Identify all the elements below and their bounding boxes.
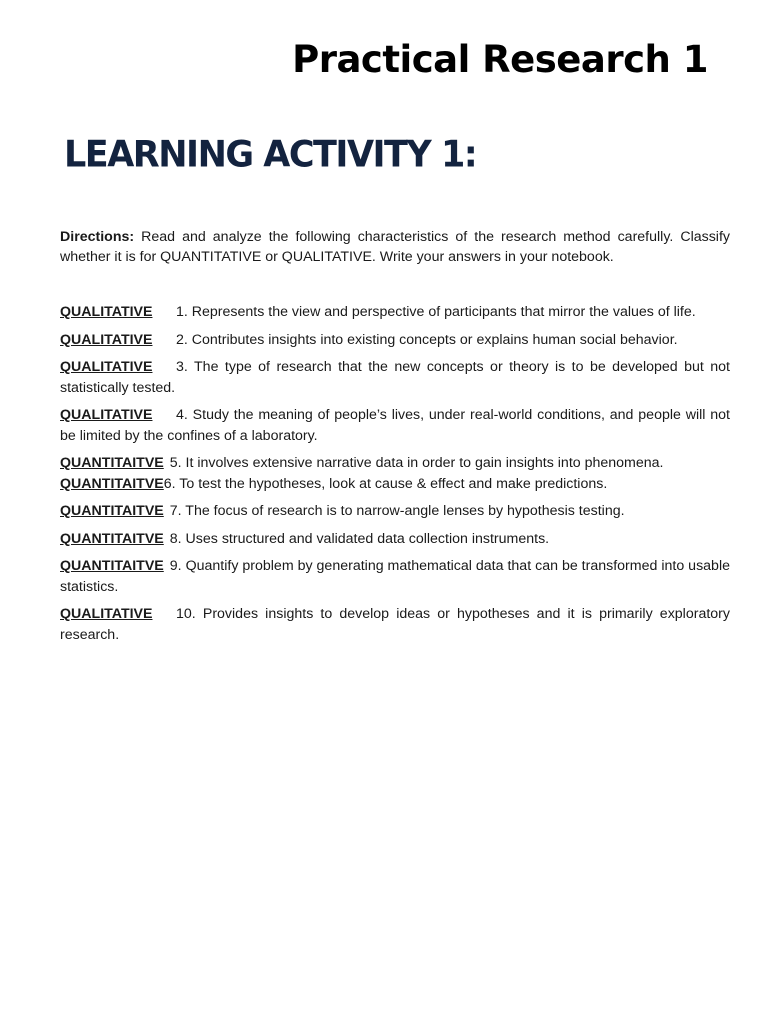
item-text: 7. The focus of research is to narrow-angle lenses by hypothesis testing. bbox=[169, 503, 625, 519]
item-answer: QUANTITAITVE bbox=[60, 475, 164, 492]
item-text: 6. To test the hypotheses, look at cause & effect and make predictions. bbox=[163, 475, 608, 492]
item-answer: QUANTITAITVE bbox=[60, 530, 164, 547]
list-item bbox=[60, 357, 730, 398]
item-text: 1. Represents the view and perspective of participants that mirror the values of life. bbox=[176, 304, 696, 320]
directions-label: Directions: bbox=[60, 229, 135, 245]
item-text: 5. It involves extensive narrative data in order to gain insights into phenomena. bbox=[169, 455, 664, 471]
list-item bbox=[60, 330, 730, 351]
directions-paragraph bbox=[60, 228, 730, 267]
item-text: 4. Study the meaning of people’s lives, under real-world conditions, and people will not be limited by the confines of a laboratory. bbox=[60, 407, 730, 444]
list-item bbox=[60, 501, 730, 522]
item-answer: QUANTITAITVE bbox=[60, 558, 164, 574]
document-header-title: Practical Research 1 bbox=[292, 38, 708, 81]
list-item bbox=[60, 529, 730, 550]
item-answer: QUALITATIVE bbox=[60, 606, 153, 622]
item-text: 10. Provides insights to develop ideas or hypotheses and it is primarily exploratory research. bbox=[60, 606, 730, 643]
list-item bbox=[60, 302, 730, 323]
item-text: 3. The type of research that the new concepts or theory is to be developed but not statistically tested. bbox=[60, 359, 730, 396]
item-answer: QUALITATIVE bbox=[60, 407, 153, 423]
item-answer: QUALITATIVE bbox=[60, 331, 153, 348]
list-item bbox=[60, 556, 730, 597]
item-text: 8. Uses structured and validated data collection instruments. bbox=[169, 530, 550, 547]
activity-items-list bbox=[60, 302, 730, 652]
directions-text: Read and analyze the following characteristics of the research method carefully. Classify whether it is for QUANTITATIVE or QUALITATIVE. Write your answers in your notebook. bbox=[60, 229, 730, 265]
item-text: 9. Quantify problem by generating mathematical data that can be transformed into usable statistics. bbox=[60, 558, 730, 595]
list-item bbox=[60, 604, 730, 645]
list-item bbox=[60, 453, 730, 474]
item-text: 2. Contributes insights into existing concepts or explains human social behavior. bbox=[176, 331, 678, 348]
list-item bbox=[60, 474, 730, 495]
activity-title: LEARNING ACTIVITY 1: bbox=[64, 134, 477, 176]
item-answer: QUANTITAITVE bbox=[60, 503, 164, 519]
item-answer: QUALITATIVE bbox=[60, 359, 153, 375]
item-answer: QUANTITAITVE bbox=[60, 455, 164, 471]
list-item bbox=[60, 405, 730, 446]
item-answer: QUALITATIVE bbox=[60, 304, 153, 320]
